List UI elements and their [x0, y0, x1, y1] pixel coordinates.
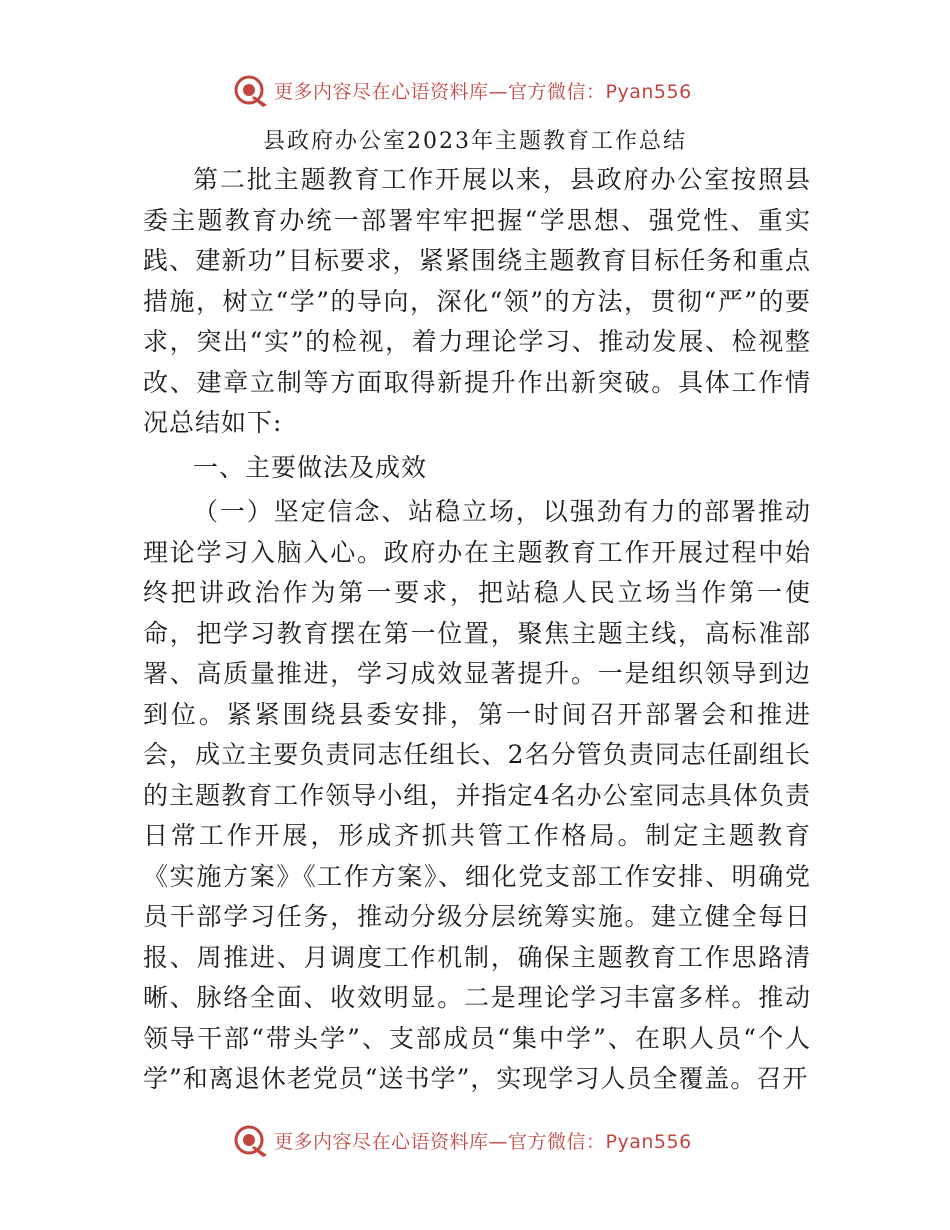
document-body: [143, 160, 811, 1100]
seal-pen-logo-icon: [232, 1122, 270, 1158]
body-paragraph: （一）坚定信念、站稳立场，以强劲有力的部署推动理论学习入脑入心。政府办在主题教育工作开展过程中始终把讲政治作为第一要求，把站稳人民立场当作第一使命，把学习教育摆在第一位置，聚焦主题主线，高标准部署、高质量推进，学习成效显著提升。一是组织领导到边到位。紧紧围绕县委安排，第一时间召开部署会和推进会，成立主要负责同志任组长、2名分管负责同志任副组长的主题教育工作领导小组，并指定4名办公室同志具体负责日常工作开展，形成齐抓共管工作格局。制定主题教育《实施方案》《工作方案》、细化党支部工作安排、明确党员干部学习任务，推动分级分层统筹实施。建立健全每日报、周推进、月调度工作机制，确保主题教育工作思路清晰、脉络全面、收效明显。二是理论学习丰富多样。推动领导干部“带头学”、支部成员“集中学”、在职人员“个人学”和离退休老党员“送书学”，实现学习人员全覆盖。召开: [143, 497, 811, 1093]
watermark-text: 更多内容尽在心语资料库—官方微信：Pyan556: [274, 1130, 692, 1153]
seal-pen-logo-icon: [232, 72, 270, 108]
watermark-header: [232, 70, 692, 110]
watermark-text: 更多内容尽在心语资料库—官方微信：Pyan556: [274, 80, 692, 103]
watermark-footer: [232, 1120, 692, 1160]
document-title: 县政府办公室2023年主题教育工作总结: [263, 129, 687, 154]
section-heading: 一、主要做法及成效: [193, 452, 428, 482]
intro-paragraph: 第二批主题教育工作开展以来，县政府办公室按照县委主题教育办统一部署牢牢把握“学思想、强党性、重实践、建新功”目标要求，紧紧围绕主题教育目标任务和重点措施，树立“学”的导向，深化“领”的方法，贯彻“严”的要求，突出“实”的检视，着力理论学习、推动发展、检视整改、建章立制等方面取得新提升作出新突破。具体工作情况总结如下:: [143, 165, 811, 437]
